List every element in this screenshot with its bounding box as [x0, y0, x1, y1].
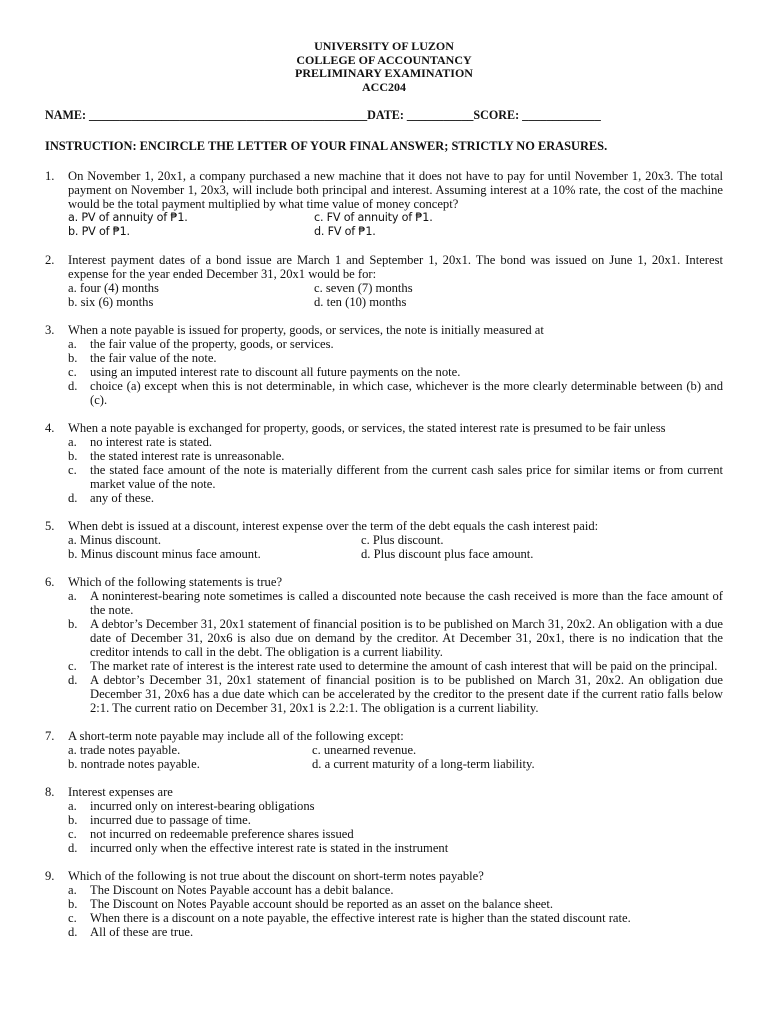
- question-2: [45, 253, 723, 309]
- question-number: 7.: [45, 729, 55, 744]
- choice-a[interactable]: a. four (4) months: [68, 281, 159, 296]
- choice-letter: c.: [68, 911, 77, 926]
- choice-c[interactable]: [68, 463, 723, 491]
- choice-letter: a.: [68, 799, 77, 814]
- choice-d[interactable]: [68, 379, 723, 407]
- choice-text: When there is a discount on a note payable, the effective interest rate is higher than the stated discount rate.: [90, 911, 631, 926]
- choices: [68, 743, 723, 771]
- choice-b[interactable]: b. PV of ₱1.: [68, 225, 130, 239]
- question-3: [45, 323, 723, 407]
- question-9: [45, 869, 723, 939]
- choice-text: All of these are true.: [90, 925, 194, 940]
- choice-letter: a.: [68, 883, 77, 898]
- choice-a[interactable]: a. PV of annuity of ₱1.: [68, 211, 188, 225]
- choice-c[interactable]: [68, 659, 723, 673]
- choice-a[interactable]: [68, 883, 723, 897]
- course-code: ACC204: [362, 79, 406, 94]
- choice-d[interactable]: d. ten (10) months: [314, 295, 407, 310]
- choice-a[interactable]: [68, 435, 723, 449]
- choice-d[interactable]: d. a current maturity of a long-term liability.: [312, 757, 535, 772]
- question-number: 8.: [45, 785, 55, 800]
- question-5: [45, 519, 723, 561]
- choice-d[interactable]: [68, 491, 723, 505]
- choice-text: incurred due to passage of time.: [90, 813, 251, 828]
- choice-text: The Discount on Notes Payable account has a debit balance.: [90, 883, 394, 898]
- choice-letter: b.: [68, 897, 78, 912]
- choice-letter: c.: [68, 463, 77, 478]
- choice-c[interactable]: [68, 827, 723, 841]
- question-stem: When debt is issued at a discount, interest expense over the term of the debt equals the cash interest paid:: [68, 519, 599, 534]
- choice-c[interactable]: [68, 365, 723, 379]
- choice-c[interactable]: c. unearned revenue.: [312, 743, 417, 758]
- choice-b[interactable]: b. nontrade notes payable.: [68, 757, 200, 772]
- choice-b[interactable]: [68, 813, 723, 827]
- college-name: COLLEGE OF ACCOUNTANCY: [296, 52, 472, 67]
- choice-c[interactable]: [68, 911, 723, 925]
- choice-b[interactable]: b. Minus discount minus face amount.: [68, 547, 261, 562]
- name-date-score-line: NAME: ______________________________________________DATE: ___________SCORE: _____________: [45, 108, 601, 123]
- choices: [68, 211, 723, 239]
- choice-text: the stated interest rate is unreasonable.: [90, 449, 285, 464]
- choice-text: any of these.: [90, 491, 154, 506]
- choice-letter: b.: [68, 351, 78, 366]
- choice-text: The Discount on Notes Payable account should be reported as an asset on the balance sheet.: [90, 897, 554, 912]
- choice-letter: d.: [68, 379, 78, 394]
- question-stem: A short-term note payable may include all of the following except:: [68, 729, 404, 744]
- question-stem: Which of the following statements is true?: [68, 575, 283, 590]
- question-stem: Interest payment dates of a bond issue are March 1 and September 1, 20x1. The bond was issued on June 1, 20x1. Interest expense for the year ended December 31, 20x1 would be for:: [68, 253, 723, 282]
- choices: [68, 281, 723, 309]
- choice-text: incurred only when the effective interest rate is stated in the instrument: [90, 841, 449, 856]
- choice-a[interactable]: [68, 337, 723, 351]
- question-1: [45, 169, 723, 239]
- choice-text: choice (a) except when this is not determinable, in which case, whichever is the more clearly determinable between (b) and (c).: [90, 379, 723, 408]
- choice-text: not incurred on redeemable preference shares issued: [90, 827, 354, 842]
- question-stem: Interest expenses are: [68, 785, 173, 800]
- choice-d[interactable]: [68, 841, 723, 855]
- choice-letter: a.: [68, 589, 77, 604]
- exam-title: PRELIMINARY EXAMINATION: [295, 66, 473, 81]
- choices: [68, 533, 723, 561]
- choice-a[interactable]: a. trade notes payable.: [68, 743, 181, 758]
- question-number: 1.: [45, 169, 55, 184]
- choice-text: The market rate of interest is the interest rate used to determine the amount of cash interest that will be paid on the principal.: [90, 659, 718, 674]
- choice-b[interactable]: [68, 449, 723, 463]
- choice-b[interactable]: b. six (6) months: [68, 295, 154, 310]
- choice-letter: d.: [68, 673, 78, 688]
- choice-text: using an imputed interest rate to discount all future payments on the note.: [90, 365, 461, 380]
- question-4: [45, 421, 723, 505]
- exam-header: [45, 40, 723, 94]
- question-stem: Which of the following is not true about the discount on short-term notes payable?: [68, 869, 484, 884]
- choice-letter: c.: [68, 659, 77, 674]
- choice-letter: b.: [68, 813, 78, 828]
- choice-letter: b.: [68, 449, 78, 464]
- choice-b[interactable]: [68, 897, 723, 911]
- choice-letter: a.: [68, 435, 77, 450]
- choice-letter: c.: [68, 827, 77, 842]
- choice-letter: d.: [68, 491, 78, 506]
- question-number: 6.: [45, 575, 55, 590]
- question-number: 3.: [45, 323, 55, 338]
- choice-letter: d.: [68, 925, 78, 940]
- choice-c[interactable]: c. seven (7) months: [314, 281, 413, 296]
- choice-d[interactable]: [68, 925, 723, 939]
- question-number: 2.: [45, 253, 55, 268]
- choice-a[interactable]: [68, 589, 723, 617]
- choice-d[interactable]: d. FV of ₱1.: [314, 225, 376, 239]
- choice-letter: d.: [68, 841, 78, 856]
- choice-b[interactable]: [68, 351, 723, 365]
- choice-letter: c.: [68, 365, 77, 380]
- choice-text: the stated face amount of the note is materially different from the current cash sales price for similar items or from current market value of the note.: [90, 463, 723, 492]
- question-number: 9.: [45, 869, 55, 884]
- choice-letter: b.: [68, 617, 78, 632]
- choice-c[interactable]: c. FV of annuity of ₱1.: [314, 211, 433, 225]
- question-7: [45, 729, 723, 771]
- choice-text: no interest rate is stated.: [90, 435, 213, 450]
- question-number: 5.: [45, 519, 55, 534]
- university-name: UNIVERSITY OF LUZON: [314, 39, 454, 53]
- question-6: [45, 575, 723, 715]
- choice-letter: a.: [68, 337, 77, 352]
- choice-a[interactable]: [68, 799, 723, 813]
- choice-text: incurred only on interest-bearing obligations: [90, 799, 315, 814]
- instruction: INSTRUCTION: ENCIRCLE THE LETTER OF YOUR FINAL ANSWER; STRICTLY NO ERASURES.: [45, 139, 608, 154]
- question-stem: When a note payable is exchanged for property, goods, or services, the stated interest rate is presumed to be fair unless: [68, 421, 666, 436]
- choice-text: A debtor’s December 31, 20x1 statement of financial position is to be published on March 31, 20x2. An obligation due December 31, 20x6 has a due date which can be accelerated by the creditor to the present date if the current ratio falls below 2:1. The current ratio on December 31, 20x1 is 2.2:1. The obligation is a current liability.: [90, 673, 723, 716]
- choice-text: the fair value of the note.: [90, 351, 217, 366]
- choice-c[interactable]: c. Plus discount.: [361, 533, 444, 548]
- question-number: 4.: [45, 421, 55, 436]
- choice-b[interactable]: [68, 617, 723, 659]
- choice-a[interactable]: a. Minus discount.: [68, 533, 162, 548]
- choice-d[interactable]: [68, 673, 723, 715]
- choice-text: the fair value of the property, goods, or services.: [90, 337, 334, 352]
- choice-d[interactable]: d. Plus discount plus face amount.: [361, 547, 534, 562]
- choice-text: A debtor’s December 31, 20x1 statement of financial position is to be published on March 31, 20x2. An obligation with a due date of December 31, 20x6 is also due on demand by the creditor. At December 31, 20x1, there is no indication that the creditor intends to call in the debt. The obligation is a current liability.: [90, 617, 723, 660]
- question-stem: On November 1, 20x1, a company purchased a new machine that it does not have to pay for until November 1, 20x3. The total payment on November 1, 20x3, will include both principal and interest. Assuming interest at a 10% rate, the cost of the machine would be the total payment multiplied by what time value of money concept?: [68, 169, 723, 212]
- choice-text: A noninterest-bearing note sometimes is called a discounted note because the cash received is more than the face amount of the note.: [90, 589, 723, 618]
- question-stem: When a note payable is issued for property, goods, or services, the note is initially measured at: [68, 323, 544, 338]
- question-8: [45, 785, 723, 855]
